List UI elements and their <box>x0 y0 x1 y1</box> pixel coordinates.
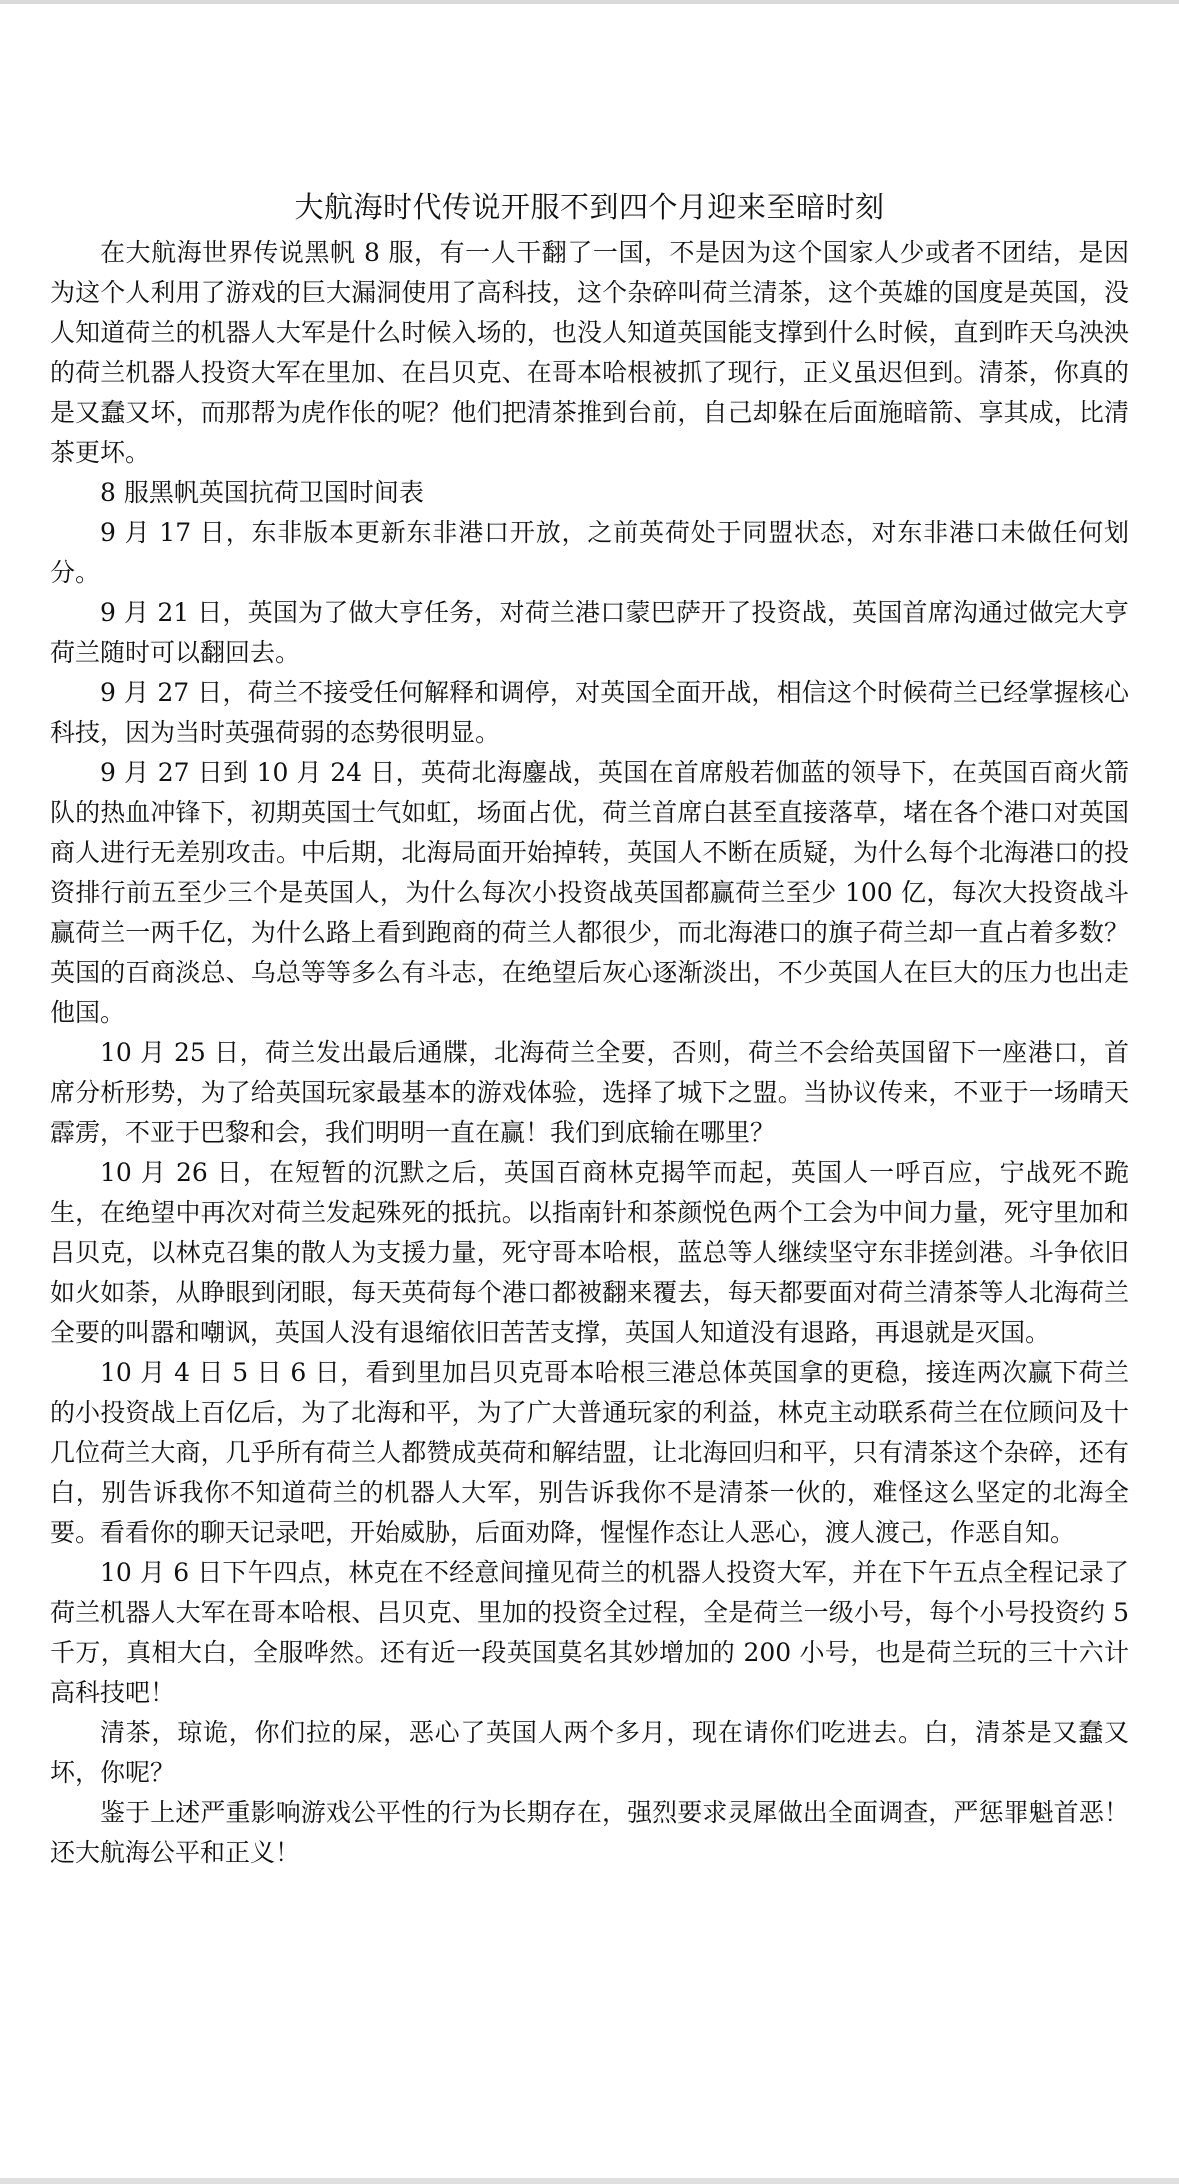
paragraph-sep-27: 9 月 27 日，荷兰不接受任何解释和调停，对英国全面开战，相信这个时候荷兰已经掌握核心科技，因为当时英强荷弱的态势很明显。 <box>50 678 1129 747</box>
top-border <box>0 0 1179 4</box>
paragraph-timeline-heading: 8 服黑帆英国抗荷卫国时间表 <box>100 478 424 507</box>
paragraph-oct-4-5-6: 10 月 4 日 5 日 6 日，看到里加吕贝克哥本哈根三港总体英国拿的更稳，接连两次赢下荷兰的小投资战上百亿后，为了北海和平，为了广大普通玩家的利益，林克主动联系荷兰在位顾问及十几位荷兰大商，几乎所有荷兰人都赞成英荷和解结盟，让北海回归和平，只有清茶这个杂碎，还有白，别告诉我你不知道荷兰的机器人大军，别告诉我你不是清茶一伙的，难怪这么坚定的北海全要。看看你的聊天记录吧，开始威胁，后面劝降，惺惺作态让人恶心，渡人渡己，作恶自知。 <box>50 1358 1129 1547</box>
paragraph-sep-21: 9 月 21 日，英国为了做大亨任务，对荷兰港口蒙巴萨开了投资战，英国首席沟通过做完大亨荷兰随时可以翻回去。 <box>50 598 1129 667</box>
document-page <box>50 182 1129 1873</box>
paragraph-qingcha: 清茶，琼诡，你们拉的屎，恶心了英国人两个多月，现在请你们吃进去。白，清茶是又蠢又坏，你呢？ <box>50 1718 1129 1787</box>
paragraph-oct-26: 10 月 26 日，在短暂的沉默之后，英国百商林克揭竿而起，英国人一呼百应，宁战死不跪生，在绝望中再次对荷兰发起殊死的抵抗。以指南针和茶颜悦色两个工会为中间力量，死守里加和吕贝克，以林克召集的散人为支援力量，死守哥本哈根，蓝总等人继续坚守东非搓剑港。斗争依旧如火如荼，从睁眼到闭眼，每天英荷每个港口都被翻来覆去，每天都要面对荷兰清茶等人北海荷兰全要的叫嚣和嘲讽，英国人没有退缩依旧苦苦支撑，英国人知道没有退路，再退就是灭国。 <box>50 1158 1129 1347</box>
paragraph-intro: 在大航海世界传说黑帆 8 服，有一人干翻了一国，不是因为这个国家人少或者不团结，是因为这个人利用了游戏的巨大漏洞使用了高科技，这个杂碎叫荷兰清茶，这个英雄的国度是英国，没人知道荷兰的机器人大军是什么时候入场的，也没人知道英国能支撑到什么时候，直到昨天乌泱泱的荷兰机器人投资大军在里加、在吕贝克、在哥本哈根被抓了现行，正义虽迟但到。清茶，你真的是又蠢又坏，而那帮为虎作伥的呢？他们把清茶推到台前，自己却躲在后面施暗箭、享其成，比清茶更坏。 <box>50 238 1129 467</box>
paragraph-oct-25: 10 月 25 日，荷兰发出最后通牒，北海荷兰全要，否则，荷兰不会给英国留下一座港口，首席分析形势，为了给英国玩家最基本的游戏体验，选择了城下之盟。当协议传来，不亚于一场晴天霹雳，不亚于巴黎和会，我们明明一直在赢！我们到底输在哪里？ <box>50 1038 1129 1147</box>
paragraph-sep-27-oct-24: 9 月 27 日到 10 月 24 日，英荷北海鏖战，英国在首席般若伽蓝的领导下，在英国百商火箭队的热血冲锋下，初期英国士气如虹，场面占优，荷兰首席白甚至直接落草，堵在各个港口对英国商人进行无差别攻击。中后期，北海局面开始掉转，英国人不断在质疑，为什么每个北海港口的投资排行前五至少三个是英国人，为什么每次小投资战英国都赢荷兰至少 100 亿，每次大投资战斗赢荷兰一两千亿，为什么路上看到跑商的荷兰人都很少，而北海港口的旗子荷兰却一直占着多数？英国的百商淡总、乌总等等多么有斗志，在绝望后灰心逐渐淡出，不少英国人在巨大的压力也出走他国。 <box>50 758 1129 1027</box>
document-title: 大航海时代传说开服不到四个月迎来至暗时刻 <box>294 190 885 224</box>
paragraph-oct-6: 10 月 6 日下午四点，林克在不经意间撞见荷兰的机器人投资大军，并在下午五点全程记录了荷兰机器人大军在哥本哈根、吕贝克、里加的投资全过程，全是荷兰一级小号，每个小号投资约 5 千万，真相大白，全服哗然。还有近一段英国莫名其妙增加的 200 小号，也是荷兰玩的三十六计高科技吧！ <box>50 1558 1129 1707</box>
paragraph-conclusion: 鉴于上述严重影响游戏公平性的行为长期存在，强烈要求灵犀做出全面调查，严惩罪魁首恶！还大航海公平和正义！ <box>50 1798 1129 1867</box>
paragraph-sep-17: 9 月 17 日，东非版本更新东非港口开放，之前英荷处于同盟状态，对东非港口未做任何划分。 <box>50 518 1129 587</box>
bottom-border <box>0 2178 1179 2184</box>
